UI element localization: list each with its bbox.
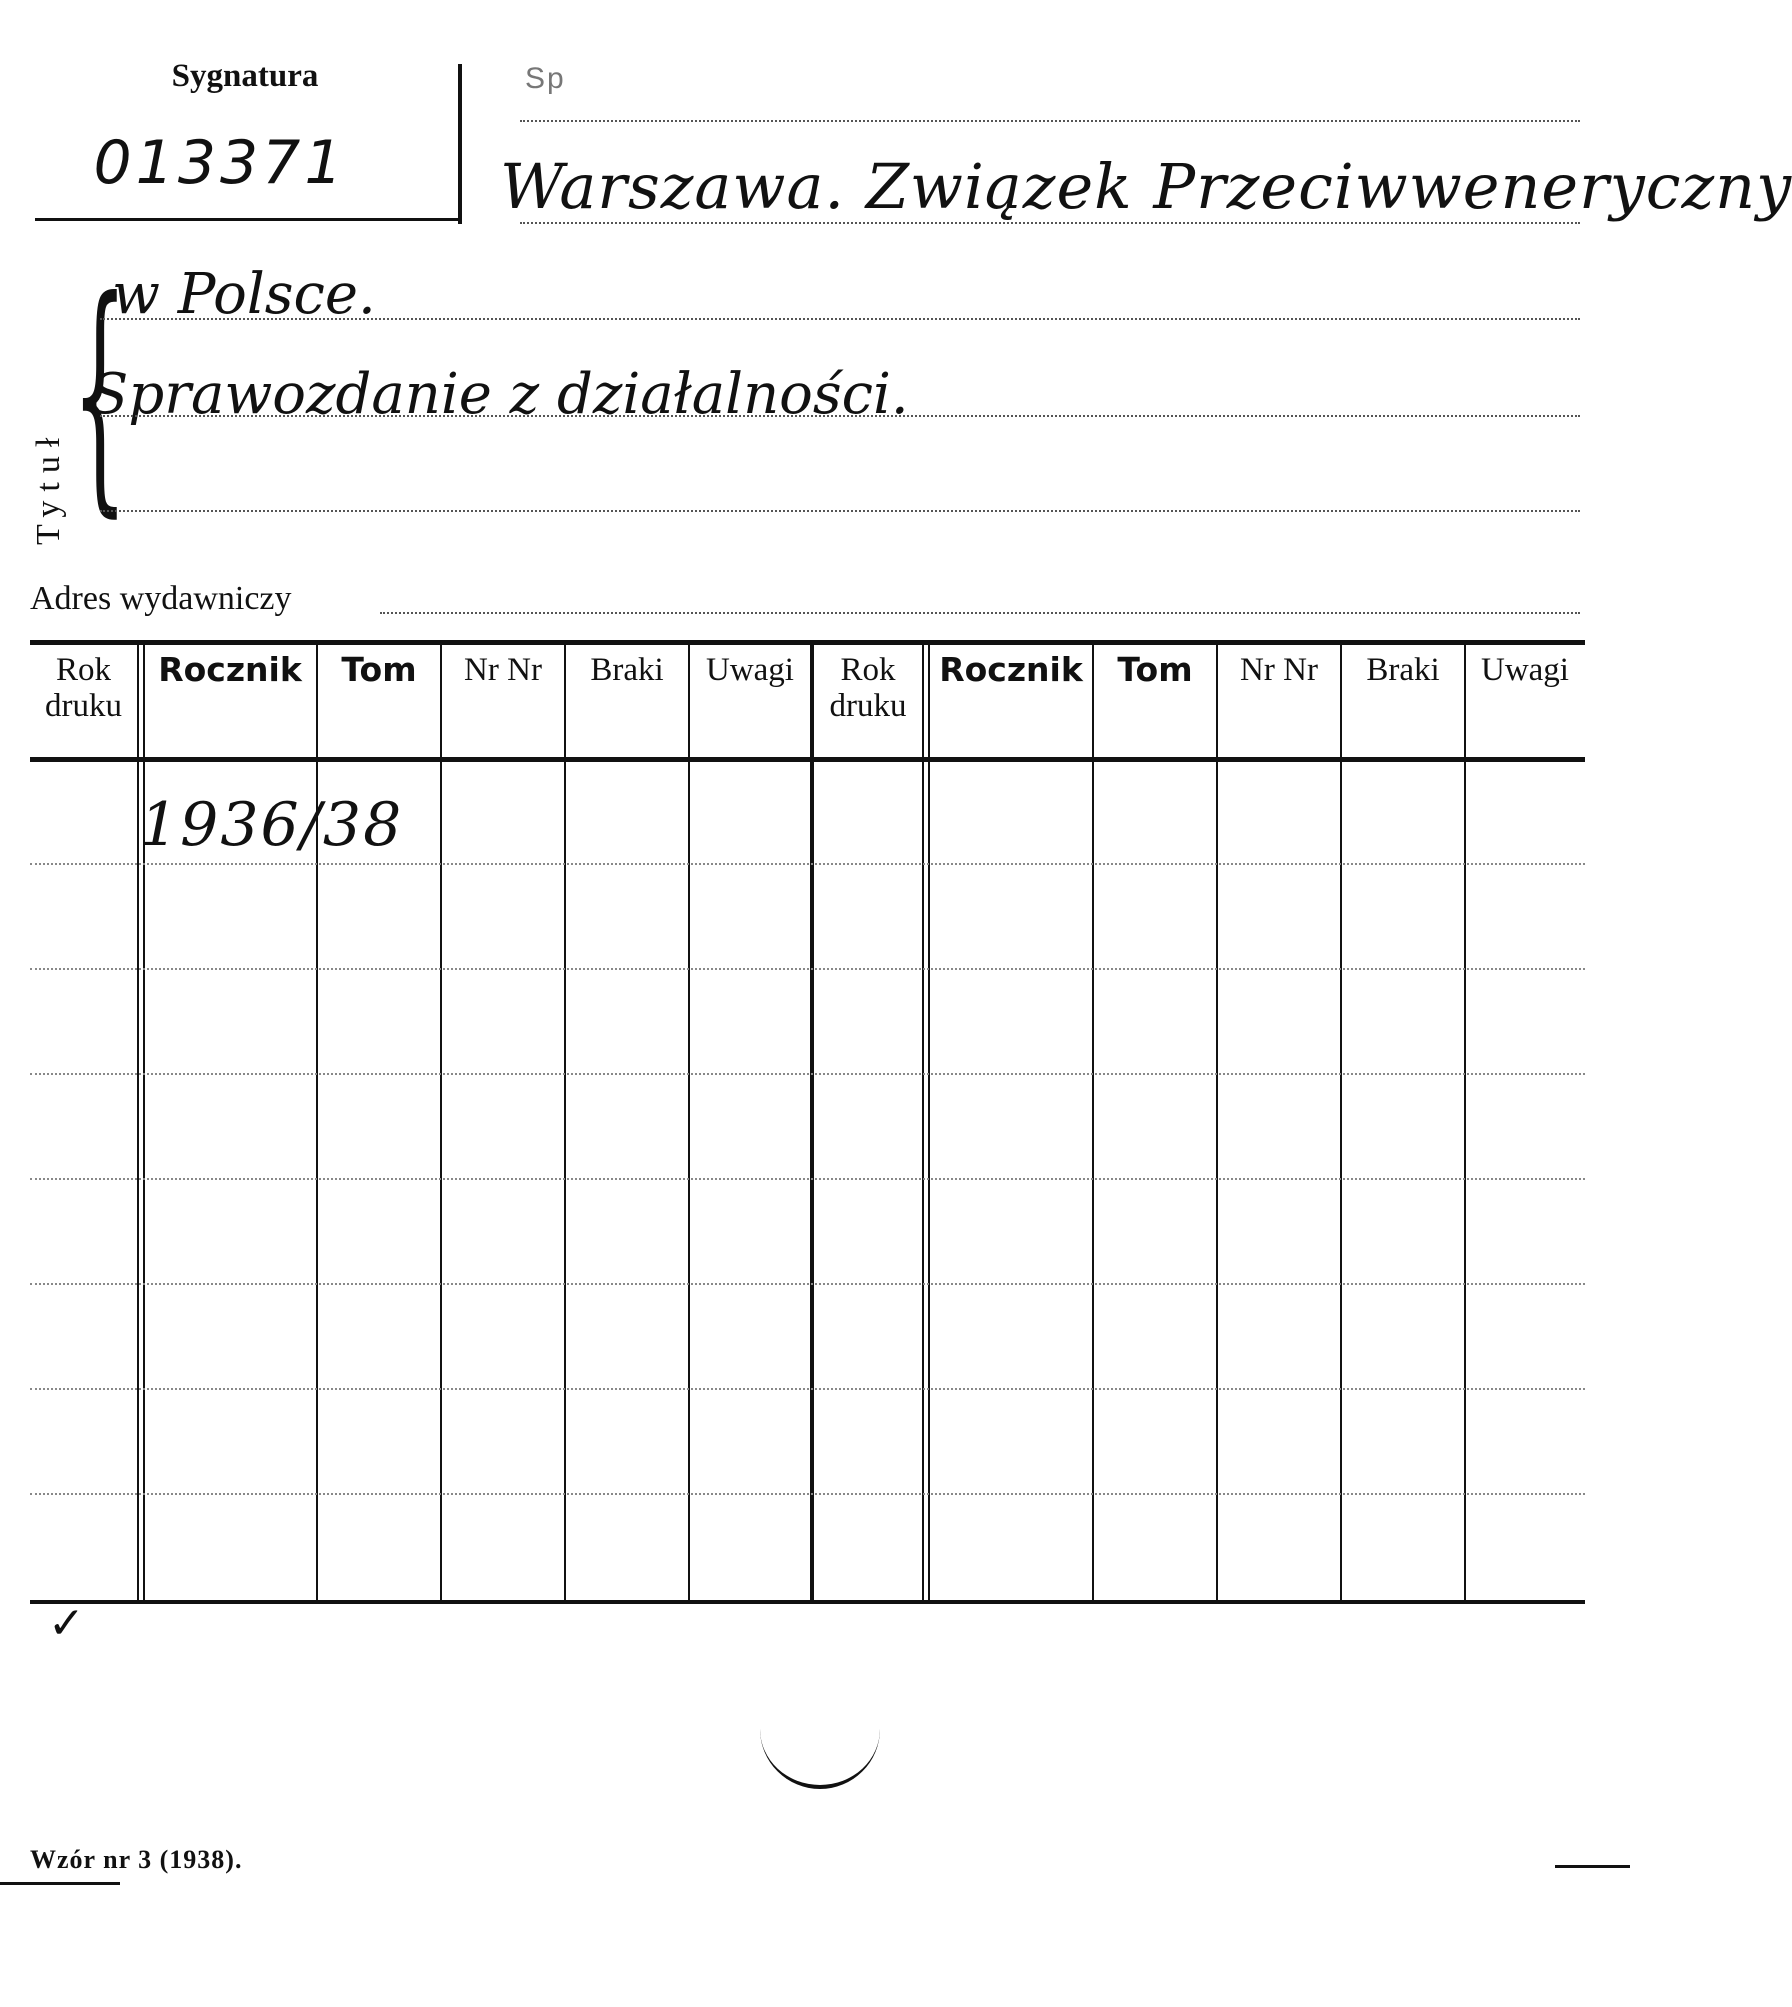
header-rok-druku [30,652,137,724]
title-brace: { [72,247,128,538]
footer-line-right [1555,1865,1630,1868]
header-rok-druku-text: Rok druku [45,652,122,724]
table-row [30,863,1585,865]
table-row [30,1073,1585,1075]
table-row [30,1493,1585,1495]
header-rok-druku-2 [814,652,922,724]
sygnatura-underline [35,218,460,221]
title-dotline-3 [100,510,1580,512]
col-line [1464,645,1466,1600]
table-top-border [30,640,1585,645]
col-line [922,645,924,1600]
table-row [30,1283,1585,1285]
table-bottom-border [30,1600,1585,1604]
title-line-1: w Polsce. [112,262,376,327]
author-dotline-2 [520,222,1580,224]
col-line [928,645,930,1600]
title-dotline-1 [100,318,1580,320]
rocznik-value: 1936/38 [140,790,404,860]
header-braki: Braki [590,652,664,688]
title-label-text: Tytuł [30,428,67,545]
header-divider [458,64,462,224]
title-label [10,300,80,545]
header-tom-2: Tom [1117,650,1193,689]
sygnatura-label: Sygnatura [171,58,319,94]
sygnatura-value: 013371 [93,128,347,198]
header-tom: Tom [341,650,417,689]
title-line-2: Sprawozdanie z działalności. [90,362,909,427]
center-divider [810,645,814,1600]
col-line [688,645,690,1600]
col-line [564,645,566,1600]
col-line [1216,645,1218,1600]
table-header-border [30,757,1585,762]
header-uwagi-2: Uwagi [1481,652,1569,688]
header-rok-druku-2-text: Rok druku [829,652,907,724]
col-line [1092,645,1094,1600]
col-line [440,645,442,1600]
check-mark-icon: ✓ [48,1598,85,1649]
col-line [137,645,139,1600]
footer-line-left [0,1882,120,1885]
header-nrnr: Nr Nr [464,652,542,688]
header-rocznik: Rocznik [158,650,302,689]
publisher-dotline [380,612,1580,614]
col-line [316,645,318,1600]
header-rocznik-2: Rocznik [939,650,1083,689]
table-row [30,1388,1585,1390]
author-stamp: Sp [525,62,566,95]
header-uwagi: Uwagi [706,652,794,688]
table-row [30,1178,1585,1180]
form-number: Wzór nr 3 (1938). [30,1845,243,1874]
col-line [143,645,145,1600]
table-row [30,968,1585,970]
pencil-arc-mark [760,1725,880,1789]
title-dotline-2 [100,415,1580,417]
author-dotline-1 [520,120,1580,122]
publisher-label: Adres wydawniczy [30,580,292,617]
col-line [1340,645,1342,1600]
header-braki-2: Braki [1366,652,1440,688]
header-nrnr-2: Nr Nr [1240,652,1318,688]
author-handwritten: Warszawa. Związek Przeciwweneryczny [500,150,1792,223]
